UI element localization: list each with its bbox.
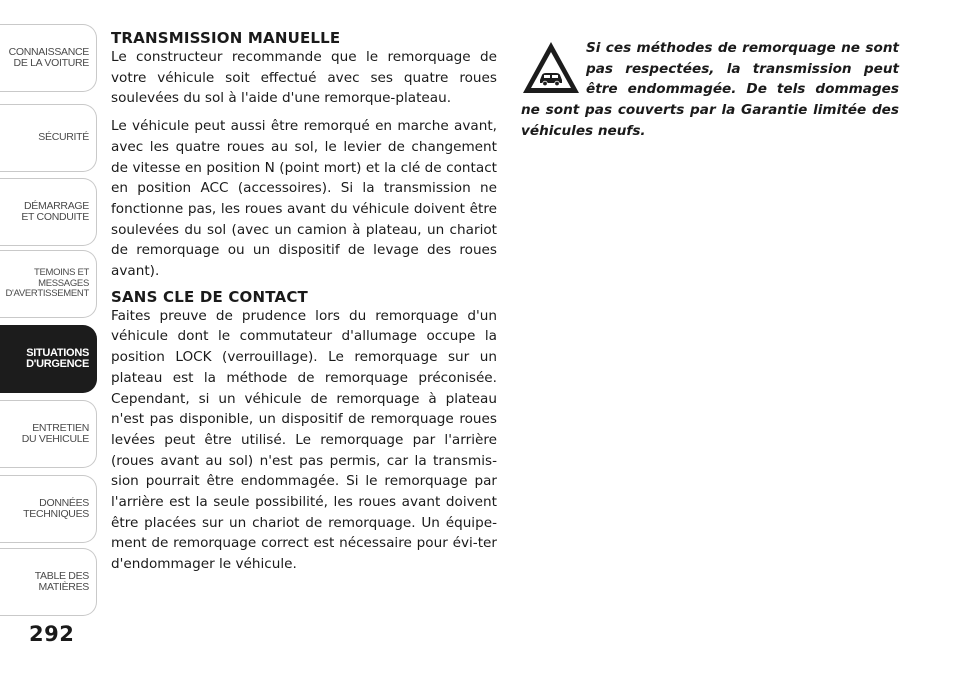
tab-label: DÉMARRAGE ET CONDUITE — [21, 199, 89, 223]
tab-entretien[interactable] — [0, 400, 97, 468]
section-title-sans-cle: SANS CLE DE CONTACT — [111, 287, 308, 306]
tab-label: SÉCURITÉ — [38, 131, 89, 144]
tab-donnees[interactable] — [0, 475, 97, 543]
tab-label: DONNÉES TECHNIQUES — [23, 496, 89, 520]
page-number: 292 — [29, 622, 75, 646]
warning-text: Si ces méthodes de remorquage ne sont pas respectées, la transmission peut être endommagée. De tels dommages ne sont pas couverts par la Garantie limitée des véhicules neufs. — [521, 40, 899, 139]
tab-label: CONNAISSANCE DE LA VOITURE — [8, 45, 89, 69]
paragraph: Le véhicule peut aussi être remorqué en marche avant, avec les quatre roues au sol, le levier de changement de vitesse en position N (point mort) et la clé de contact en position ACC (accessoires). Si la transmission ne fonctionne pas, les roues avant du véhicule doivent être soulevées du sol (avec un camion à plateau, un chariot de remorquage ou un dispositif de levage des roues avant). — [111, 118, 497, 280]
tab-label: SITUATIONS D'URGENCE — [26, 346, 89, 370]
tab-temoins[interactable] — [0, 250, 97, 318]
paragraph: Le constructeur recommande que le remorquage de votre véhicule soit effectué avec ses quatre roues soulevées du sol à l'aide d'une remorque-plateau. — [111, 49, 497, 107]
paragraph: Faites preuve de prudence lors du remorquage d'un véhicule dont le commutateur d'allumage occupe la position LOCK (verrouillage). Le remorquage sur un plateau est la méthode de remorquage préconisée. Cependant, si un véhicule de remorquage à plateau n'est pas disponible, un dispositif de remorquage roues levées peut être utilisé. Le remorquage par l'arrière (roues avant au sol) n'est pas permis, car la transmis-sion pourrait être endommagée. Si le remorquage par l'arrière est la seule possibilité, les roues avant doivent être placées sur un chariot de remorquage. Un équipe-ment de remorquage correct est nécessaire pour évi-ter d'endommager le véhicule. — [111, 307, 497, 573]
tab-label: TEMOINS ET MESSAGES D'AVERTISSEMENT — [5, 267, 89, 300]
tab-connaissance[interactable] — [0, 24, 97, 92]
main-column — [111, 30, 497, 575]
tab-situations-urgence[interactable] — [0, 325, 97, 393]
tab-label: ENTRETIEN DU VEHICULE — [21, 421, 89, 445]
warning-triangle-car-icon — [521, 40, 581, 95]
tab-label: TABLE DES MATIÈRES — [34, 569, 89, 593]
section-title-transmission: TRANSMISSION MANUELLE — [111, 29, 341, 47]
tab-securite[interactable] — [0, 104, 97, 172]
section-tabs — [0, 0, 100, 620]
tab-demarrage[interactable] — [0, 178, 97, 246]
tab-table-matieres[interactable] — [0, 548, 97, 616]
warning-box — [521, 38, 899, 142]
